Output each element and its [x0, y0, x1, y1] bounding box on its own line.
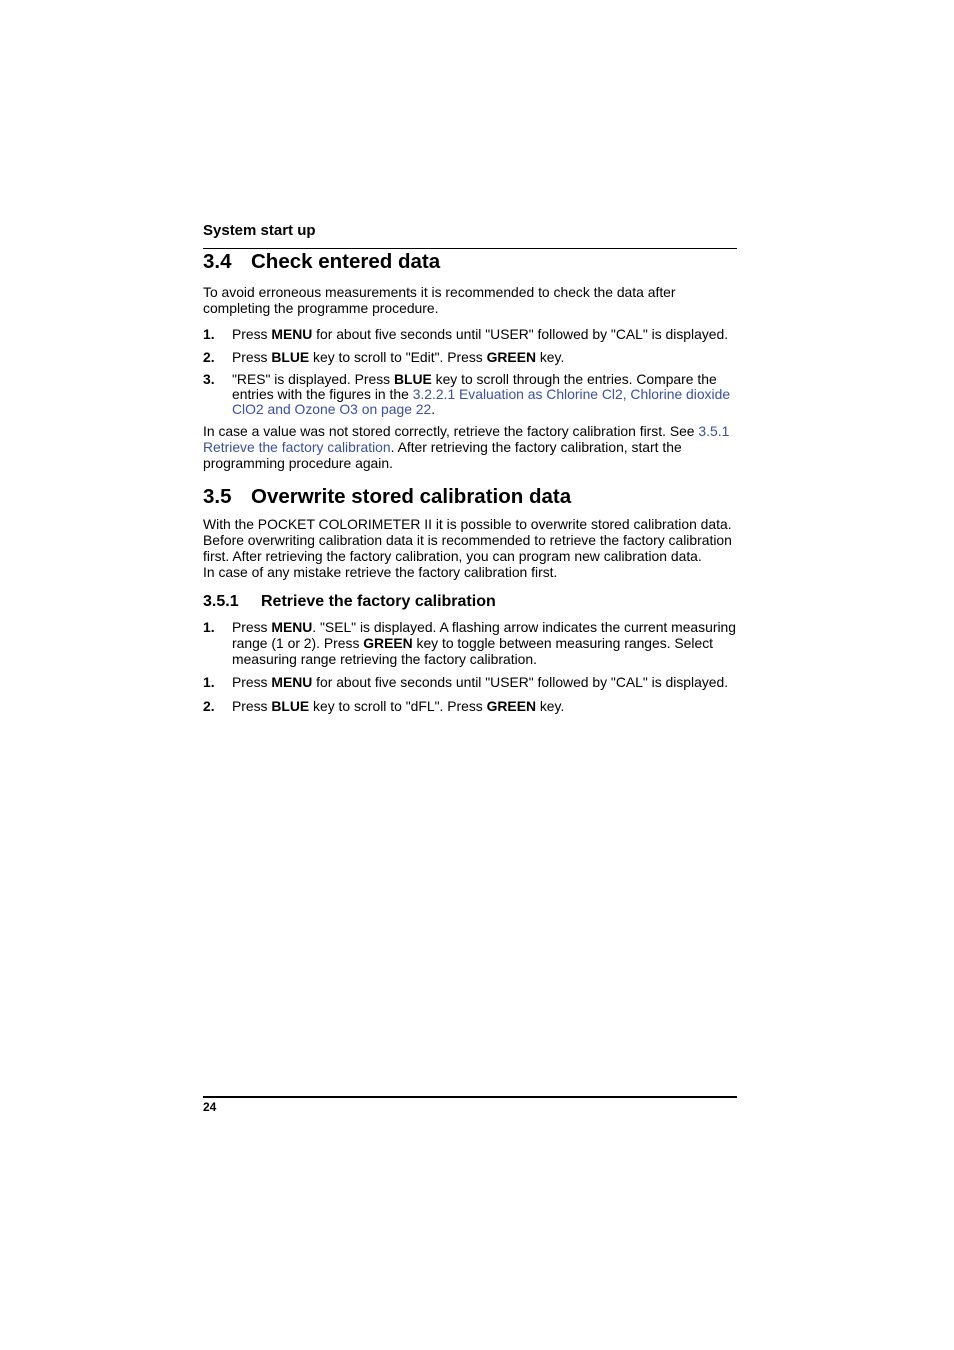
section-3-5-1-steps: [203, 619, 737, 714]
section-number: 3.5.1: [203, 593, 239, 610]
section-3-4-intro: To avoid erroneous measurements it is recommended to check the data after completing the programme procedure.: [203, 284, 676, 316]
step-text: "RES" is displayed. Press BLUE key to scroll through the entries. Compare the entries with the figures in the 3.2.2.1 Evaluation as Chlorine Cl2, Chlorine dioxide ClO2 and Ozone O3 on page 22.: [232, 371, 731, 417]
step-number: 3.: [203, 371, 215, 387]
cross-reference-link[interactable]: 3.5.1 Retrieve the factory calibration: [203, 423, 730, 455]
section-title: Retrieve the factory calibration: [261, 593, 496, 610]
list-item: [203, 698, 737, 714]
footer-divider: [203, 1096, 737, 1098]
section-number: 3.5: [203, 485, 232, 508]
section-3-4-heading: [203, 250, 737, 274]
step-number: 2.: [203, 698, 215, 714]
list-item: [203, 326, 737, 342]
list-item: [203, 619, 737, 667]
section-number: 3.4: [203, 250, 232, 273]
step-number: 1.: [203, 326, 215, 342]
section-title: Overwrite stored calibration data: [251, 485, 572, 508]
section-3-5-1-heading: [203, 592, 737, 612]
step-number: 1.: [203, 619, 215, 635]
section-title: Check entered data: [251, 250, 441, 273]
step-number: 2.: [203, 349, 215, 365]
page-content: [203, 249, 737, 714]
section-3-5-heading: [203, 485, 737, 509]
section-3-5-paragraph: With the POCKET COLORIMETER II it is possible to overwrite stored calibration data. Before overwriting calibration data it is recommended to retrieve the factory calibration first. After retrieving the factory calibration, you can program new calibration data.: [203, 516, 732, 564]
list-item: [203, 674, 737, 691]
step-text: Press BLUE key to scroll to "dFL". Press GREEN key.: [232, 698, 565, 714]
running-header: System start up: [203, 222, 316, 239]
page-number: 24: [203, 1100, 217, 1114]
section-3-4-steps: [203, 326, 737, 417]
list-item: [203, 372, 737, 417]
cross-reference-link[interactable]: 3.2.2.1 Evaluation as Chlorine Cl2, Chlorine dioxide ClO2 and Ozone O3 on page 22: [232, 386, 731, 417]
step-text: Press MENU for about five seconds until "USER" followed by "CAL" is displayed.: [232, 326, 729, 342]
step-text: Press MENU. "SEL" is displayed. A flashing arrow indicates the current measuring range (1 or 2). Press GREEN key to toggle between measuring ranges. Select measuring range retrieving the factory calibration.: [232, 619, 736, 667]
list-item: [203, 349, 737, 365]
step-text: Press BLUE key to scroll to "Edit". Press GREEN key.: [232, 349, 565, 365]
section-3-4-note: In case a value was not stored correctly, retrieve the factory calibration first. See 3.5.1 Retrieve the factory calibration. After retrieving the factory calibration, start the programming procedure again.: [203, 423, 730, 471]
step-number: 1.: [203, 674, 215, 690]
section-3-5-paragraph: In case of any mistake retrieve the factory calibration first.: [203, 564, 558, 580]
step-text: Press MENU for about five seconds until "USER" followed by "CAL" is displayed.: [232, 674, 729, 690]
